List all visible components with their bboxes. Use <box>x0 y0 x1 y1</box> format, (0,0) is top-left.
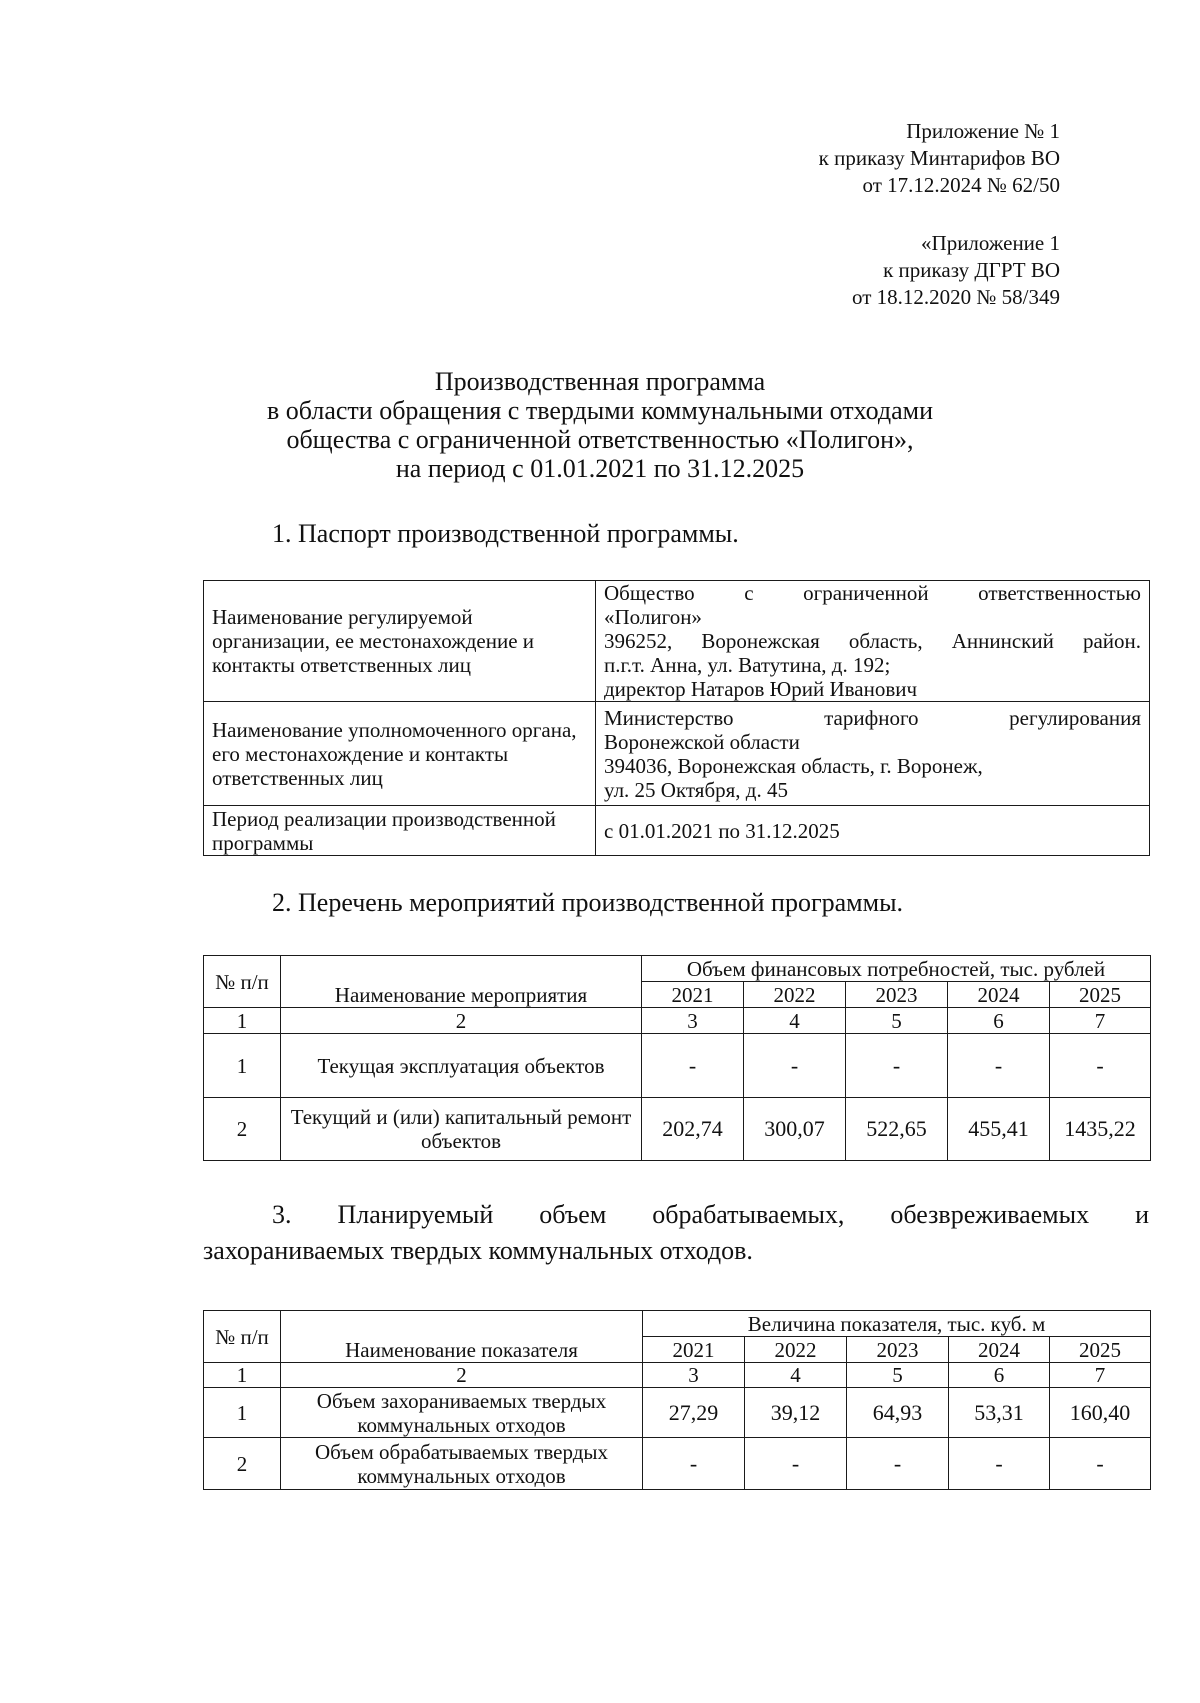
index-cell: 5 <box>847 1363 949 1388</box>
row-number: 2 <box>204 1438 281 1490</box>
value-line: 396252, Воронежская область, Аннинский район. <box>604 629 1141 653</box>
value-cell: 160,40 <box>1050 1388 1151 1438</box>
value-cell: - <box>847 1438 949 1490</box>
value-cell: 53,31 <box>949 1388 1050 1438</box>
passport-value: с 01.01.2021 по 31.12.2025 <box>596 806 1150 856</box>
value-line: п.г.т. Анна, ул. Ватутина, д. 192; <box>604 653 891 677</box>
value-line: 394036, Воронежская область, г. Воронеж, <box>604 753 983 778</box>
heading-line <box>203 1197 1149 1233</box>
index-cell: 6 <box>949 1363 1050 1388</box>
index-cell: 6 <box>948 1008 1050 1034</box>
section-3-heading <box>203 1197 1149 1269</box>
appendix-order-line: к приказу ДГРТ ВО <box>883 258 1060 282</box>
table-row <box>204 1438 1151 1490</box>
section-1-heading: 1. Паспорт производственной программы. <box>272 519 739 548</box>
index-cell: 7 <box>1050 1363 1151 1388</box>
heading-word: и <box>1135 1200 1149 1229</box>
value-cell: - <box>744 1034 846 1098</box>
title-line: в области обращения с твердыми коммунальными отходами <box>267 396 933 425</box>
value-line: Общество с ограниченной ответственностью <box>604 581 1141 605</box>
heading-word: Планируемый <box>337 1200 494 1229</box>
value-line: Министерство тарифного регулирования <box>604 705 1141 730</box>
table-header-row <box>204 1311 1151 1337</box>
table-row <box>204 806 1150 856</box>
value-line: Воронежской области <box>604 729 800 754</box>
heading-word: объем <box>539 1200 607 1229</box>
year-header: 2022 <box>744 982 846 1008</box>
year-header: 2024 <box>948 982 1050 1008</box>
col-number-header: № п/п <box>204 1311 281 1363</box>
value-cell: - <box>948 1034 1050 1098</box>
value-cell: - <box>1050 1034 1151 1098</box>
index-cell: 2 <box>281 1363 643 1388</box>
table-row <box>204 1388 1151 1438</box>
row-name: Объем захораниваемых твердых коммунальных отходов <box>281 1388 643 1438</box>
appendix-line: «Приложение 1 <box>921 231 1060 255</box>
value-cell: 1435,22 <box>1050 1098 1151 1161</box>
table-header-row <box>204 956 1151 982</box>
passport-table <box>203 580 1150 856</box>
row-number: 2 <box>204 1098 281 1161</box>
table-index-row <box>204 1008 1151 1034</box>
value-cell: 39,12 <box>745 1388 847 1438</box>
value-cell: 455,41 <box>948 1098 1050 1161</box>
value-cell: 300,07 <box>744 1098 846 1161</box>
row-number: 1 <box>204 1388 281 1438</box>
events-table <box>203 955 1151 1161</box>
col-name-header: Наименование мероприятия <box>281 956 642 1008</box>
appendix-date-line: от 17.12.2024 № 62/50 <box>862 173 1060 197</box>
heading-word: обезвреживаемых <box>890 1200 1090 1229</box>
index-cell: 2 <box>281 1008 642 1034</box>
value-cell: - <box>745 1438 847 1490</box>
passport-key: Наименование уполномоченного органа, его местонахождение и контакты ответственных лиц <box>204 702 596 806</box>
value-line: директор Натаров Юрий Иванович <box>604 677 918 701</box>
title-line: на период с 01.01.2021 по 31.12.2025 <box>395 454 805 483</box>
appendix-date-line: от 18.12.2020 № 58/349 <box>851 285 1060 309</box>
appendix-current-header <box>819 118 1060 199</box>
value-cell: - <box>846 1034 948 1098</box>
index-cell: 1 <box>204 1363 281 1388</box>
value-cell: 64,93 <box>847 1388 949 1438</box>
col-group-header: Объем финансовых потребностей, тыс. рублей <box>642 956 1151 982</box>
value-cell: 522,65 <box>846 1098 948 1161</box>
title-line: общества с ограниченной ответственностью «Полигон», <box>286 425 914 454</box>
year-header: 2022 <box>745 1337 847 1363</box>
col-number-header: № п/п <box>204 956 281 1008</box>
row-name: Текущий и (или) капитальный ремонт объектов <box>281 1098 642 1161</box>
value-cell: - <box>642 1034 744 1098</box>
volume-table <box>203 1310 1151 1490</box>
value-cell: - <box>949 1438 1050 1490</box>
index-cell: 5 <box>846 1008 948 1034</box>
index-cell: 3 <box>642 1008 744 1034</box>
year-header: 2025 <box>1050 1337 1151 1363</box>
section-2-heading: 2. Перечень мероприятий производственной программы. <box>272 888 904 917</box>
year-header: 2024 <box>949 1337 1050 1363</box>
year-header: 2021 <box>642 982 744 1008</box>
col-group-header: Величина показателя, тыс. куб. м <box>643 1311 1151 1337</box>
value-line: ул. 25 Октября, д. 45 <box>604 777 788 802</box>
index-cell: 3 <box>643 1363 745 1388</box>
passport-key: Период реализации производственной программы <box>204 806 596 856</box>
index-cell: 7 <box>1050 1008 1151 1034</box>
appendix-original-header <box>852 230 1060 311</box>
value-cell: 202,74 <box>642 1098 744 1161</box>
row-name: Текущая эксплуатация объектов <box>281 1034 642 1098</box>
table-index-row <box>204 1363 1151 1388</box>
col-name-header: Наименование показателя <box>281 1311 643 1363</box>
table-row <box>204 702 1150 806</box>
value-cell: 27,29 <box>643 1388 745 1438</box>
appendix-order-line: к приказу Минтарифов ВО <box>818 146 1060 170</box>
document-title <box>200 367 1000 483</box>
row-number: 1 <box>204 1034 281 1098</box>
passport-key: Наименование регулируемой организации, ее местонахождение и контакты ответственных лиц <box>204 581 596 702</box>
appendix-line: Приложение № 1 <box>906 119 1060 143</box>
year-header: 2021 <box>643 1337 745 1363</box>
table-row <box>204 1098 1151 1161</box>
heading-word: обрабатываемых, <box>652 1200 845 1229</box>
heading-line: захораниваемых твердых коммунальных отходов. <box>203 1236 753 1265</box>
index-cell: 4 <box>744 1008 846 1034</box>
index-cell: 4 <box>745 1363 847 1388</box>
table-row <box>204 1034 1151 1098</box>
year-header: 2023 <box>847 1337 949 1363</box>
index-cell: 1 <box>204 1008 281 1034</box>
year-header: 2025 <box>1050 982 1151 1008</box>
heading-word: 3. <box>272 1200 292 1229</box>
value-line: «Полигон» <box>604 605 702 629</box>
year-header: 2023 <box>846 982 948 1008</box>
row-name: Объем обрабатываемых твердых коммунальных отходов <box>281 1438 643 1490</box>
value-cell: - <box>1050 1438 1151 1490</box>
passport-value <box>596 702 1150 806</box>
passport-value <box>596 581 1150 702</box>
table-row <box>204 581 1150 702</box>
title-line: Производственная программа <box>434 367 766 396</box>
value-cell: - <box>643 1438 745 1490</box>
